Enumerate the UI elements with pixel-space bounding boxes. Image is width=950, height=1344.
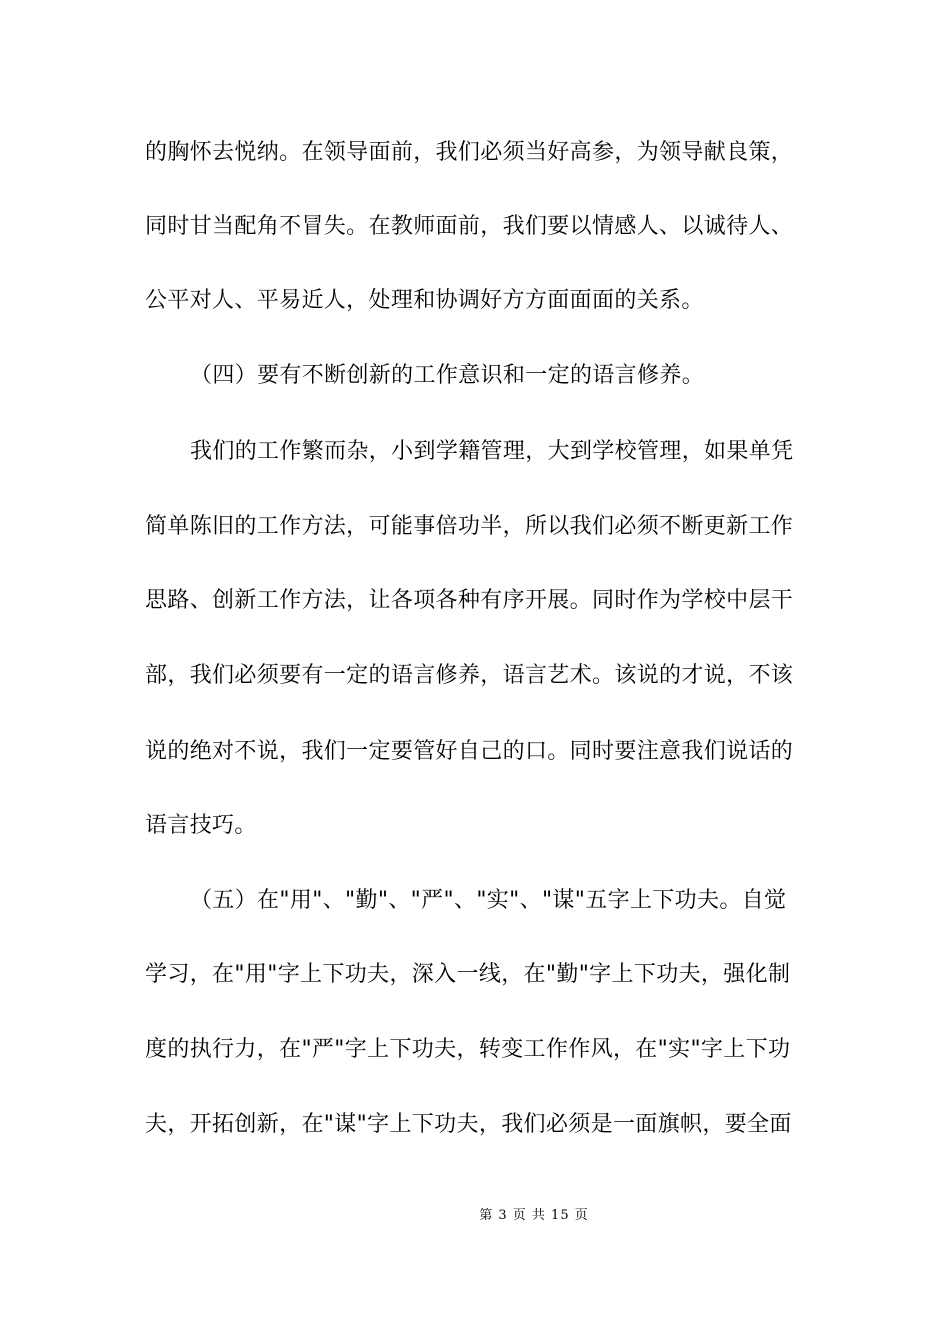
- text-line: 度的执行力，在"严"字上下功夫，转变工作作风，在"实"字上下功: [145, 1037, 791, 1062]
- text-line: 我们的工作繁而杂，小到学籍管理，大到学校管理，如果单凭: [190, 439, 794, 464]
- text-line: 语言技巧。: [145, 813, 257, 838]
- text-line: 同时甘当配角不冒失。在教师面前，我们要以情感人、以诚待人、: [145, 214, 794, 239]
- section-heading-five: （五）在"用"、"勤"、"严"、"实"、"谋"五字上下功夫。自觉: [190, 888, 787, 913]
- text-line: 学习，在"用"字上下功夫，深入一线，在"勤"字上下功夫，强化制: [145, 962, 791, 987]
- text-line: 公平对人、平易近人，处理和协调好方方面面面的关系。: [145, 288, 704, 313]
- text-line: 简单陈旧的工作方法，可能事倍功半，所以我们必须不断更新工作: [145, 514, 794, 539]
- text-line: 的胸怀去悦纳。在领导面前，我们必须当好高参，为领导献良策，: [145, 140, 794, 165]
- text-line: 夫，开拓创新，在"谋"字上下功夫，我们必须是一面旗帜，要全面: [145, 1112, 792, 1137]
- section-heading-four: （四）要有不断创新的工作意识和一定的语言修养。: [190, 363, 705, 388]
- page-number-footer: 第 3 页 共 15 页: [479, 1208, 589, 1223]
- text-line: 说的绝对不说，我们一定要管好自己的口。同时要注意我们说话的: [145, 739, 794, 764]
- text-line: 部，我们必须要有一定的语言修养，语言艺术。该说的才说，不该: [145, 663, 794, 688]
- text-line: 思路、创新工作方法，让各项各种有序开展。同时作为学校中层干: [145, 588, 794, 613]
